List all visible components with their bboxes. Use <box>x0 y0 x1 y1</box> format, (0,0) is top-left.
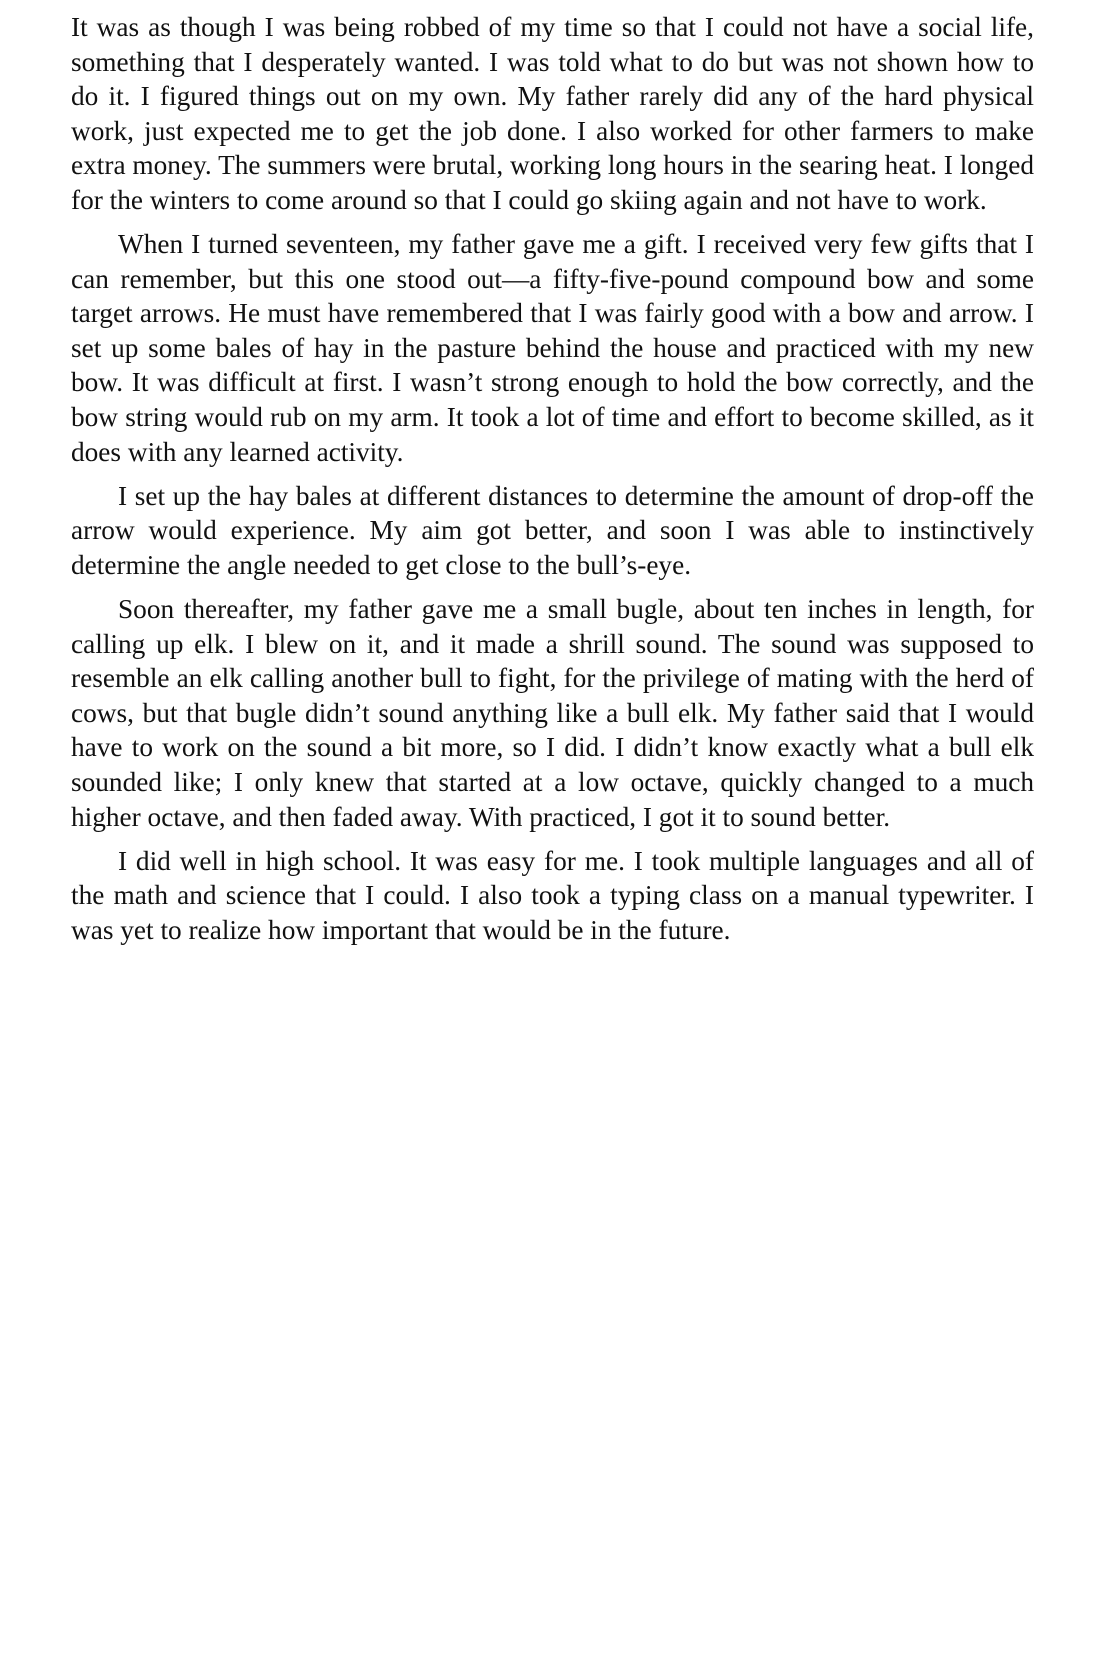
document-page <box>71 10 1034 957</box>
paragraph-3: I set up the hay bales at different distances to determine the amount of drop-off the arrow would experience. My aim got better, and soon I was able to instinctively determine the angle needed to get close to the bull’s-eye. <box>71 480 1034 580</box>
paragraph-5: I did well in high school. It was easy for me. I took multiple languages and all of the math and science that I could. I also took a typing class on a manual typewriter. I was yet to realize how important that would be in the future. <box>71 845 1034 945</box>
paragraph-1: It was as though I was being robbed of my time so that I could not have a social life, something that I desperately wanted. I was told what to do but was not shown how to do it. I figured things out on my own. My father rarely did any of the hard physical work, just expected me to get the job done. I also worked for other farmers to make extra money. The summers were brutal, working long hours in the searing heat. I longed for the winters to come around so that I could go skiing again and not have to work. <box>71 12 1034 215</box>
paragraph-2: When I turned seventeen, my father gave me a gift. I received very few gifts that I can remember, but this one stood out—a fifty-five-pound compound bow and some target arrows. He must have remembered that I was fairly good with a bow and arrow. I set up some bales of hay in the pasture behind the house and practiced with my new bow. It was difficult at first. I wasn’t strong enough to hold the bow correctly, and the bow string would rub on my arm. It took a lot of time and effort to become skilled, as it does with any learned activity. <box>71 229 1034 467</box>
paragraph-4: Soon thereafter, my father gave me a small bugle, about ten inches in length, for calling up elk. I blew on it, and it made a shrill sound. The sound was supposed to resemble an elk calling another bull to fight, for the privilege of mating with the herd of cows, but that bugle didn’t sound anything like a bull elk. My father said that I would have to work on the sound a bit more, so I did. I didn’t know exactly what a bull elk sounded like; I only knew that started at a low octave, quickly changed to a much higher octave, and then faded away. With practiced, I got it to sound better. <box>71 594 1034 832</box>
